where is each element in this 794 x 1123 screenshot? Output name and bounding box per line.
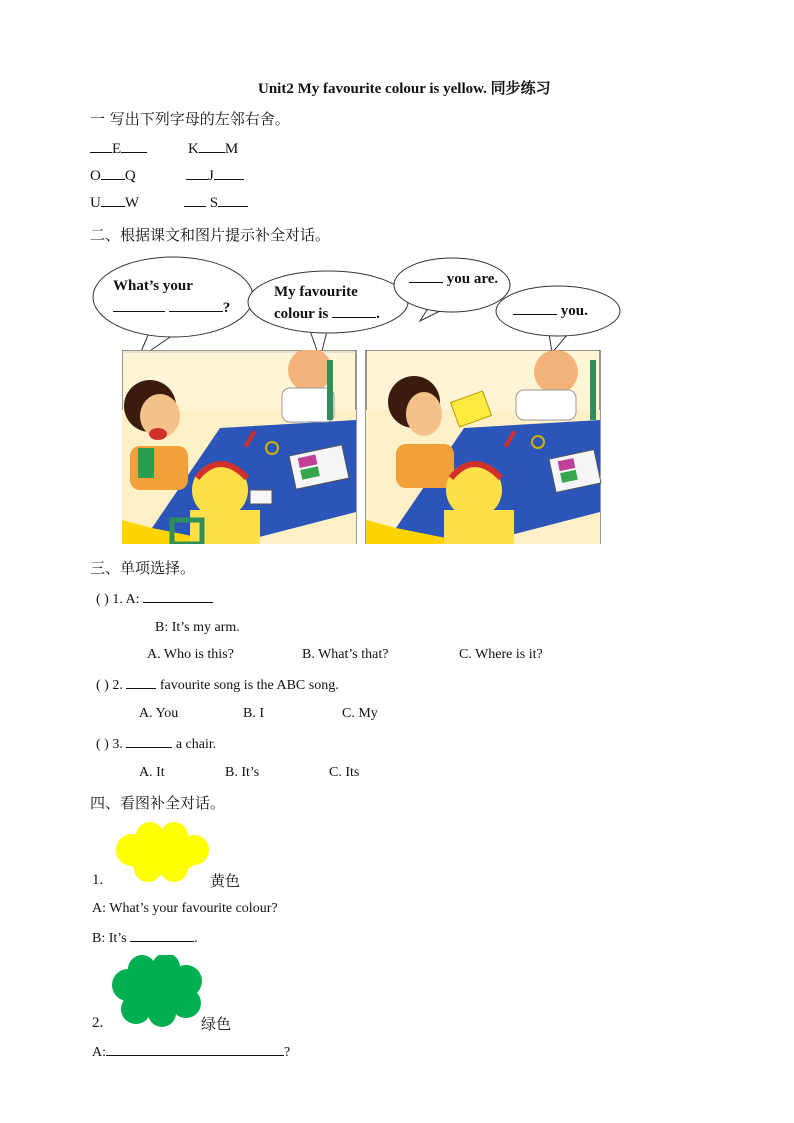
- answer-blank[interactable]: [126, 735, 172, 748]
- section-4-heading: 四、看图补全对话。: [90, 794, 226, 812]
- bubble-1-line-2: ?: [113, 299, 230, 317]
- section-1-heading: 一 写出下列字母的左邻右舍。: [90, 110, 290, 128]
- bubble-4-text: you.: [513, 302, 588, 320]
- item-1-number: 1.: [92, 872, 104, 888]
- letter-row-1: [90, 140, 147, 158]
- answer-blank[interactable]: [184, 194, 206, 207]
- section-2-heading: 二、根据课文和图片提示补全对话。: [90, 226, 331, 244]
- yellow-cloud-icon: [112, 822, 212, 884]
- q3-option-b: B. It’s: [225, 765, 260, 780]
- answer-blank[interactable]: [106, 1043, 284, 1056]
- answer-blank[interactable]: [130, 929, 194, 942]
- green-cloud-icon: [110, 955, 204, 1027]
- answer-blank[interactable]: [199, 140, 225, 153]
- answer-blank[interactable]: [113, 299, 165, 312]
- item-2-number: 2.: [92, 1015, 104, 1031]
- classroom-illustration: [122, 350, 602, 544]
- color-label-green: 绿色: [201, 1015, 232, 1033]
- answer-blank[interactable]: [332, 305, 376, 318]
- speech-bubble-2: [248, 271, 408, 333]
- q2-option-b: B. I: [243, 706, 264, 721]
- section-3-heading: 三、单项选择。: [90, 559, 196, 577]
- bubble-3-text: you are.: [409, 270, 498, 288]
- letter-row-2b: [186, 167, 244, 185]
- letter: Q: [124, 168, 136, 184]
- answer-parens[interactable]: ( ): [96, 678, 109, 693]
- bubble-2-line-1: My favourite: [274, 284, 358, 300]
- q3-option-a: A. It: [139, 765, 165, 780]
- answer-blank[interactable]: [513, 302, 557, 315]
- letter: J: [208, 168, 214, 184]
- speech-bubble-1: [93, 257, 253, 337]
- answer-blank[interactable]: [90, 140, 112, 153]
- q1-option-a: A. Who is this?: [147, 647, 234, 662]
- letter: W: [124, 195, 140, 211]
- q3-option-c: C. Its: [329, 765, 360, 780]
- letter: K: [188, 141, 199, 157]
- q1-option-b: B. What’s that?: [302, 647, 389, 662]
- answer-blank[interactable]: [121, 140, 147, 153]
- answer-blank[interactable]: [214, 167, 244, 180]
- illustration-panel-1: [122, 350, 356, 544]
- letter: O: [90, 168, 101, 184]
- letter-row-3b: [184, 194, 248, 212]
- answer-blank[interactable]: [169, 299, 223, 312]
- answer-blank[interactable]: [186, 167, 208, 180]
- question-2: ( ) 2. favourite song is the ABC song.: [96, 678, 339, 693]
- letter: S: [209, 195, 219, 211]
- answer-blank[interactable]: [126, 676, 156, 689]
- bubble-2-line-2: colour is .: [274, 306, 380, 322]
- answer-blank[interactable]: [409, 270, 443, 283]
- illustration-panel-2: [366, 350, 601, 544]
- letter-row-1b: [188, 140, 238, 158]
- answer-blank[interactable]: [101, 194, 125, 207]
- answer-blank[interactable]: [218, 194, 248, 207]
- color-label-yellow: 黄色: [210, 872, 241, 890]
- answer-blank[interactable]: [101, 167, 125, 180]
- question-3: ( ) 3. a chair.: [96, 737, 217, 752]
- answer-blank[interactable]: [143, 590, 213, 603]
- page-title: Unit2 My favourite colour is yellow. 同步练习: [258, 81, 551, 97]
- question-1-reply: B: It’s my arm.: [155, 620, 240, 635]
- bubble-1-line-1: What’s your: [113, 278, 193, 294]
- q2-option-c: C. My: [342, 706, 378, 721]
- q2-option-a: A. You: [139, 706, 179, 721]
- letter: E: [112, 141, 122, 157]
- letter: U: [90, 195, 101, 211]
- question-1: ( ) 1. A:: [96, 590, 213, 608]
- q1-option-c: C. Where is it?: [459, 647, 543, 662]
- answer-parens[interactable]: ( ): [96, 592, 109, 607]
- letter: M: [224, 141, 239, 157]
- letter-row-3: [90, 194, 139, 212]
- dialogue-2-a: A: ?: [92, 1045, 291, 1060]
- dialogue-1-b: B: It’s .: [92, 931, 198, 946]
- answer-parens[interactable]: ( ): [96, 737, 109, 752]
- dialogue-1-a: A: What’s your favourite colour?: [92, 901, 278, 916]
- letter-row-2: [90, 167, 136, 185]
